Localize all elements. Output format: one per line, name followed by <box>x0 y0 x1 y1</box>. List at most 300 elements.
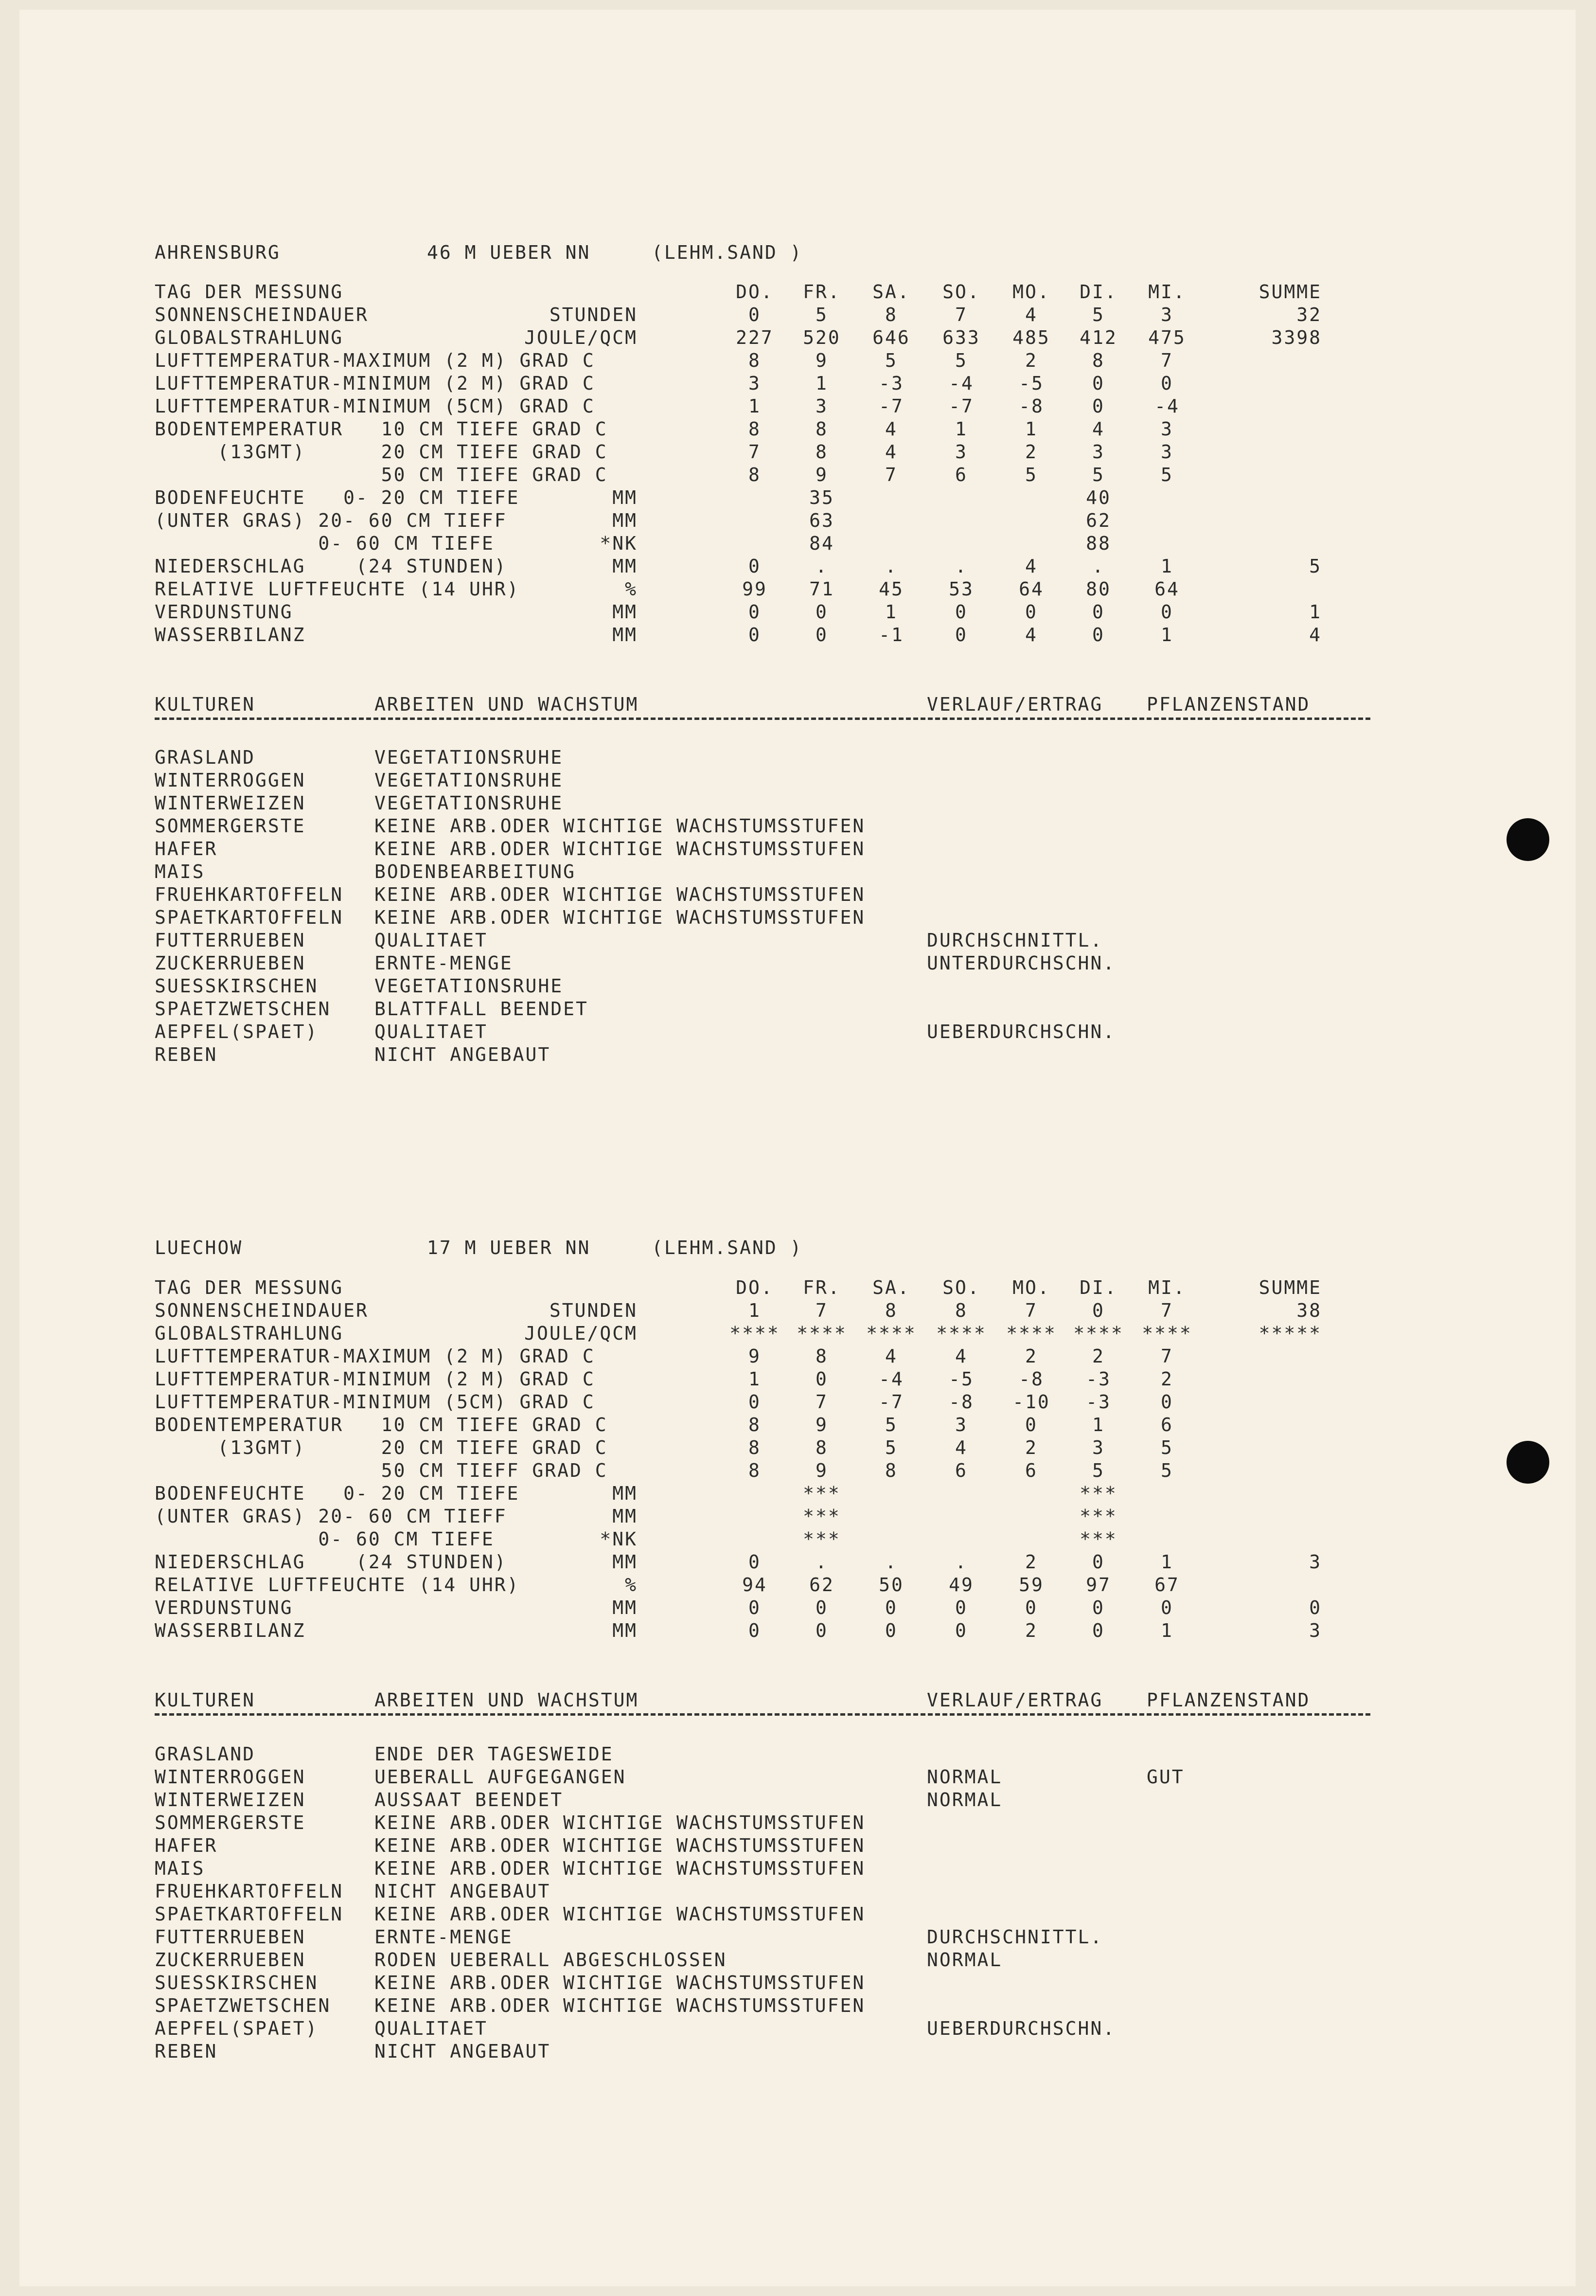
measure-label: LUFTTEMPERATUR-MINIMUM (5CM) GRAD C <box>155 1391 595 1413</box>
measure-value: 94 <box>742 1574 767 1596</box>
measure-value: *** <box>1080 1506 1117 1527</box>
measure-label: NIEDERSCHLAG (24 STUNDEN) <box>155 1551 507 1573</box>
measure-value: 0 <box>816 601 828 623</box>
measure-value: 0 <box>1092 1597 1105 1618</box>
culture-work: NICHT ANGEBAUT <box>374 1044 551 1065</box>
measure-value: 5 <box>885 1437 898 1458</box>
measure-unit: JOULE/QCM <box>524 327 638 348</box>
measure-value: 64 <box>1154 578 1180 600</box>
measure-value: 7 <box>816 1391 828 1413</box>
day-header: MO. <box>1012 1277 1050 1298</box>
measure-value: . <box>955 1551 968 1573</box>
document-page <box>19 10 1576 2286</box>
measure-value: 0 <box>1092 373 1105 394</box>
measure-value: 8 <box>748 350 761 371</box>
measure-value: 8 <box>1092 350 1105 371</box>
culture-header-kulturen: KULTUREN <box>155 1689 256 1711</box>
measure-unit: MM <box>612 601 638 623</box>
measure-value: 5 <box>1161 1460 1173 1481</box>
measure-value: 4 <box>1025 556 1038 577</box>
culture-crop: GRASLAND <box>155 747 256 768</box>
measure-value: 80 <box>1086 578 1111 600</box>
measure-value: 3 <box>1092 1437 1105 1458</box>
culture-work: KEINE ARB.ODER WICHTIGE WACHSTUMSSTUFEN <box>374 907 866 928</box>
measure-unit: MM <box>612 1597 638 1618</box>
measure-value: 0 <box>1025 601 1038 623</box>
culture-work: BODENBEARBEITUNG <box>374 861 576 882</box>
measure-value: 7 <box>816 1300 828 1321</box>
measure-label: (13GMT) 20 CM TIEFE GRAD C <box>155 441 608 463</box>
measure-value: 8 <box>885 304 898 325</box>
measure-value: 4 <box>885 441 898 463</box>
measure-value: *** <box>803 1528 841 1550</box>
measure-value: 4 <box>885 1345 898 1367</box>
measure-label: LUFTTEMPERATUR-MINIMUM (2 M) GRAD C <box>155 373 595 394</box>
measure-value: 0 <box>1092 1620 1105 1641</box>
day-header: DI. <box>1080 1277 1117 1298</box>
measure-value: 9 <box>816 1460 828 1481</box>
measure-value: -1 <box>879 624 904 646</box>
measure-value: 3 <box>1092 441 1105 463</box>
measure-value: 7 <box>1161 1300 1173 1321</box>
measure-value: 0 <box>955 1620 968 1641</box>
measure-value: 9 <box>816 350 828 371</box>
culture-crop: REBEN <box>155 1044 218 1065</box>
culture-work: VEGETATIONSRUHE <box>374 792 564 814</box>
measure-value: **** <box>729 1323 780 1344</box>
measure-label: (13GMT) 20 CM TIEFE GRAD C <box>155 1437 608 1458</box>
culture-crop: MAIS <box>155 861 205 882</box>
measure-value: 5 <box>1092 304 1105 325</box>
measure-sum: ***** <box>1259 1323 1322 1344</box>
measure-value: 0 <box>1161 1391 1173 1413</box>
day-header: MI. <box>1148 281 1186 303</box>
culture-crop: SUESSKIRSCHEN <box>155 975 319 997</box>
measure-value: 6 <box>1161 1414 1173 1435</box>
culture-work: QUALITAET <box>374 1021 488 1042</box>
measure-value: 3 <box>1161 441 1173 463</box>
culture-crop: AEPFEL(SPAET) <box>155 1021 319 1042</box>
measure-value: **** <box>866 1323 917 1344</box>
measure-unit: *NK <box>600 533 638 554</box>
culture-crop: ZUCKERRUEBEN <box>155 952 306 974</box>
culture-work: KEINE ARB.ODER WICHTIGE WACHSTUMSSTUFEN <box>374 838 866 860</box>
measure-value: 1 <box>955 418 968 440</box>
measure-value: 8 <box>748 1414 761 1435</box>
measure-value: 4 <box>885 418 898 440</box>
measure-value: 8 <box>816 441 828 463</box>
measure-value: 0 <box>816 1368 828 1390</box>
measure-label: RELATIVE LUFTFEUCHTE (14 UHR) <box>155 578 520 600</box>
measure-value: 5 <box>816 304 828 325</box>
measure-value: . <box>885 556 898 577</box>
measure-value: -7 <box>949 395 974 417</box>
measure-value: 6 <box>955 1460 968 1481</box>
measure-value: 53 <box>949 578 974 600</box>
measure-value: 5 <box>885 1414 898 1435</box>
measure-unit: MM <box>612 510 638 531</box>
measure-value: 8 <box>816 1437 828 1458</box>
measure-value: 9 <box>748 1345 761 1367</box>
measure-value: 1 <box>1161 1620 1173 1641</box>
measure-value: 9 <box>816 464 828 485</box>
culture-work: NICHT ANGEBAUT <box>374 1881 551 1902</box>
measure-value: 0 <box>955 624 968 646</box>
measure-value: 5 <box>885 350 898 371</box>
measure-value: 35 <box>809 487 834 508</box>
culture-work: VEGETATIONSRUHE <box>374 770 564 791</box>
culture-crop: MAIS <box>155 1858 205 1879</box>
measure-label: LUFTTEMPERATUR-MINIMUM (2 M) GRAD C <box>155 1368 595 1390</box>
measure-value: 2 <box>1092 1345 1105 1367</box>
measure-value: 1 <box>1092 1414 1105 1435</box>
measure-value: 8 <box>748 1437 761 1458</box>
culture-crop: FUTTERRUEBEN <box>155 930 306 951</box>
measure-value: 7 <box>1025 1300 1038 1321</box>
measure-value: 0 <box>1092 395 1105 417</box>
day-header: FR. <box>803 1277 841 1298</box>
measure-value: 49 <box>949 1574 974 1596</box>
measure-label: 0- 60 CM TIEFE <box>155 1528 495 1550</box>
measure-value: 1 <box>748 395 761 417</box>
measure-value: **** <box>797 1323 847 1344</box>
culture-work: KEINE ARB.ODER WICHTIGE WACHSTUMSSTUFEN <box>374 1972 866 1993</box>
measure-value: **** <box>1073 1323 1124 1344</box>
measure-value: *** <box>803 1506 841 1527</box>
measure-value: 8 <box>955 1300 968 1321</box>
measure-label: BODENTEMPERATUR 10 CM TIEFE GRAD C <box>155 1414 608 1435</box>
measure-value: -3 <box>879 373 904 394</box>
culture-crop: SPAETKARTOFFELN <box>155 907 344 928</box>
measure-sum: 3 <box>1309 1620 1322 1641</box>
measure-value: 88 <box>1086 533 1111 554</box>
measure-value: 2 <box>1025 350 1038 371</box>
measure-value: 62 <box>1086 510 1111 531</box>
measure-value: *** <box>1080 1483 1117 1504</box>
measure-value: 2 <box>1025 441 1038 463</box>
station-name: AHRENSBURG <box>155 242 281 263</box>
culture-crop: REBEN <box>155 2041 218 2062</box>
measure-value: **** <box>936 1323 987 1344</box>
measure-value: 1 <box>1161 556 1173 577</box>
measure-value: 227 <box>736 327 774 348</box>
measure-value: 0 <box>1092 624 1105 646</box>
sum-header: SUMME <box>1259 281 1322 303</box>
measure-value: 0 <box>1161 601 1173 623</box>
measure-sum: 38 <box>1296 1300 1322 1321</box>
measure-value: 0 <box>748 304 761 325</box>
measure-sum: 3398 <box>1271 327 1322 348</box>
measure-value: 67 <box>1154 1574 1180 1596</box>
culture-crop: WINTERWEIZEN <box>155 792 306 814</box>
measure-sum: 1 <box>1309 601 1322 623</box>
measure-value: 0 <box>1092 601 1105 623</box>
measure-label: WASSERBILANZ <box>155 1620 306 1641</box>
culture-crop: GRASLAND <box>155 1743 256 1765</box>
measure-value: 4 <box>955 1437 968 1458</box>
measure-value: 0 <box>885 1620 898 1641</box>
measure-sum: 4 <box>1309 624 1322 646</box>
measure-value: 2 <box>1025 1345 1038 1367</box>
culture-work: QUALITAET <box>374 930 488 951</box>
culture-crop: AEPFEL(SPAET) <box>155 2018 319 2039</box>
measure-label: RELATIVE LUFTFEUCHTE (14 UHR) <box>155 1574 520 1596</box>
measure-value: 5 <box>1092 464 1105 485</box>
measure-value: 2 <box>1025 1551 1038 1573</box>
measure-sum: 5 <box>1309 556 1322 577</box>
culture-header-arbeiten: ARBEITEN UND WACHSTUM <box>374 1689 639 1711</box>
measure-unit: *NK <box>600 1528 638 1550</box>
measure-unit: MM <box>612 1483 638 1504</box>
measure-label: VERDUNSTUNG <box>155 1597 293 1618</box>
measure-value: 0 <box>816 624 828 646</box>
measure-label: BODENFEUCHTE 0- 20 CM TIEFE <box>155 487 520 508</box>
culture-work: UEBERALL AUFGEGANGEN <box>374 1766 626 1788</box>
measure-value: 59 <box>1019 1574 1044 1596</box>
culture-course: NORMAL <box>927 1789 1003 1811</box>
culture-work: KEINE ARB.ODER WICHTIGE WACHSTUMSSTUFEN <box>374 1858 866 1879</box>
measure-value: **** <box>1006 1323 1057 1344</box>
dashed-separator <box>155 718 1370 720</box>
culture-course: NORMAL <box>927 1949 1003 1971</box>
culture-crop: FUTTERRUEBEN <box>155 1926 306 1948</box>
measure-value: 99 <box>742 578 767 600</box>
measure-label: SONNENSCHEINDAUER <box>155 1300 369 1321</box>
culture-crop: SPAETZWETSCHEN <box>155 1995 331 2016</box>
culture-work: QUALITAET <box>374 2018 488 2039</box>
measure-value: 0 <box>1025 1597 1038 1618</box>
measure-value: 50 <box>879 1574 904 1596</box>
culture-work: AUSSAAT BEENDET <box>374 1789 564 1811</box>
measure-value: 3 <box>816 395 828 417</box>
measure-value: 6 <box>955 464 968 485</box>
measure-unit: STUNDEN <box>549 1300 638 1321</box>
culture-crop: FRUEHKARTOFFELN <box>155 884 344 905</box>
culture-course: DURCHSCHNITTL. <box>927 1926 1103 1948</box>
measure-value: 0 <box>1161 373 1173 394</box>
measure-value: 4 <box>1025 624 1038 646</box>
measure-value: -8 <box>949 1391 974 1413</box>
culture-crop: WINTERROGGEN <box>155 1766 306 1788</box>
measure-unit: MM <box>612 1551 638 1573</box>
measure-label: VERDUNSTUNG <box>155 601 293 623</box>
measure-value: 8 <box>816 418 828 440</box>
measure-value: . <box>816 556 828 577</box>
measure-value: 8 <box>748 418 761 440</box>
culture-work: NICHT ANGEBAUT <box>374 2041 551 2062</box>
measure-unit: MM <box>612 556 638 577</box>
culture-work: KEINE ARB.ODER WICHTIGE WACHSTUMSSTUFEN <box>374 1812 866 1833</box>
measure-label: 50 CM TIEFE GRAD C <box>155 464 608 485</box>
measure-value: 1 <box>748 1300 761 1321</box>
measure-value: 0 <box>748 624 761 646</box>
day-header: DO. <box>736 1277 774 1298</box>
measure-value: 475 <box>1148 327 1186 348</box>
measure-value: 1 <box>885 601 898 623</box>
measure-unit: % <box>625 578 638 600</box>
measure-value: 412 <box>1080 327 1117 348</box>
measure-value: 485 <box>1012 327 1050 348</box>
measure-value: 64 <box>1019 578 1044 600</box>
measure-value: -8 <box>1019 1368 1044 1390</box>
culture-work: VEGETATIONSRUHE <box>374 975 564 997</box>
culture-crop: WINTERROGGEN <box>155 770 306 791</box>
measure-value: 1 <box>816 373 828 394</box>
measure-value: 40 <box>1086 487 1111 508</box>
day-header: SO. <box>942 1277 980 1298</box>
culture-work: KEINE ARB.ODER WICHTIGE WACHSTUMSSTUFEN <box>374 1995 866 2016</box>
measure-value: 9 <box>816 1414 828 1435</box>
measure-unit: MM <box>612 487 638 508</box>
measure-value: 1 <box>748 1368 761 1390</box>
culture-course: UNTERDURCHSCHN. <box>927 952 1116 974</box>
measure-value: 3 <box>1161 304 1173 325</box>
measure-label: SONNENSCHEINDAUER <box>155 304 369 325</box>
measure-label: TAG DER MESSUNG <box>155 281 344 303</box>
measure-value: 0 <box>748 601 761 623</box>
measure-value: 0 <box>885 1597 898 1618</box>
measure-label: LUFTTEMPERATUR-MINIMUM (5CM) GRAD C <box>155 395 595 417</box>
measure-value: 0 <box>1092 1300 1105 1321</box>
measure-value: 71 <box>809 578 834 600</box>
measure-value: 1 <box>1161 624 1173 646</box>
measure-value: 62 <box>809 1574 834 1596</box>
measure-value: 0 <box>748 1551 761 1573</box>
measure-value: 5 <box>1025 464 1038 485</box>
measure-value: 0 <box>748 556 761 577</box>
culture-crop: SPAETKARTOFFELN <box>155 1903 344 1925</box>
measure-value: . <box>885 1551 898 1573</box>
measure-value: 0 <box>955 1597 968 1618</box>
measure-value: -4 <box>1154 395 1180 417</box>
culture-crop: SPAETZWETSCHEN <box>155 998 331 1020</box>
measure-label: 0- 60 CM TIEFE <box>155 533 495 554</box>
measure-value: 0 <box>748 1391 761 1413</box>
measure-value: -7 <box>879 1391 904 1413</box>
culture-work: VEGETATIONSRUHE <box>374 747 564 768</box>
day-header: MI. <box>1148 1277 1186 1298</box>
measure-value: . <box>816 1551 828 1573</box>
measure-unit: MM <box>612 1620 638 1641</box>
measure-value: *** <box>803 1483 841 1504</box>
dashed-separator <box>155 1713 1370 1716</box>
measure-value: **** <box>1142 1323 1192 1344</box>
measure-value: 520 <box>803 327 841 348</box>
measure-value: 0 <box>816 1597 828 1618</box>
measure-value: 2 <box>1025 1620 1038 1641</box>
measure-value: 633 <box>942 327 980 348</box>
culture-header-stand: PFLANZENSTAND <box>1147 694 1311 715</box>
measure-value: 8 <box>816 1345 828 1367</box>
measure-value: -3 <box>1086 1368 1111 1390</box>
measure-value: 97 <box>1086 1574 1111 1596</box>
station-soil: (LEHM.SAND ) <box>652 242 803 263</box>
culture-course: DURCHSCHNITTL. <box>927 930 1103 951</box>
measure-value: 646 <box>872 327 910 348</box>
station-soil: (LEHM.SAND ) <box>652 1237 803 1258</box>
measure-value: 6 <box>1025 1460 1038 1481</box>
culture-header-verlauf: VERLAUF/ERTRAG <box>927 694 1103 715</box>
measure-value: -10 <box>1012 1391 1050 1413</box>
day-header: DO. <box>736 281 774 303</box>
measure-label: GLOBALSTRAHLUNG <box>155 327 344 348</box>
measure-label: TAG DER MESSUNG <box>155 1277 344 1298</box>
measure-label: LUFTTEMPERATUR-MAXIMUM (2 M) GRAD C <box>155 350 595 371</box>
measure-value: 8 <box>885 1300 898 1321</box>
measure-value: 4 <box>955 1345 968 1367</box>
day-header: FR. <box>803 281 841 303</box>
measure-value: 3 <box>1161 418 1173 440</box>
measure-sum: 0 <box>1309 1597 1322 1618</box>
measure-value: -5 <box>1019 373 1044 394</box>
measure-label: LUFTTEMPERATUR-MAXIMUM (2 M) GRAD C <box>155 1345 595 1367</box>
culture-header-kulturen: KULTUREN <box>155 694 256 715</box>
punch-hole-lower <box>1507 1441 1549 1484</box>
measure-value: -8 <box>1019 395 1044 417</box>
culture-work: BLATTFALL BEENDET <box>374 998 588 1020</box>
measure-value: 2 <box>1025 1437 1038 1458</box>
measure-value: 0 <box>748 1597 761 1618</box>
sum-header: SUMME <box>1259 1277 1322 1298</box>
measure-unit: MM <box>612 624 638 646</box>
measure-value: 8 <box>885 1460 898 1481</box>
culture-crop: SUESSKIRSCHEN <box>155 1972 319 1993</box>
culture-work: ERNTE-MENGE <box>374 1926 513 1948</box>
culture-header-stand: PFLANZENSTAND <box>1147 1689 1311 1711</box>
measure-value: 3 <box>955 441 968 463</box>
measure-value: 5 <box>1161 1437 1173 1458</box>
culture-crop: HAFER <box>155 1835 218 1856</box>
culture-work: KEINE ARB.ODER WICHTIGE WACHSTUMSSTUFEN <box>374 815 866 837</box>
measure-value: 7 <box>1161 350 1173 371</box>
day-header: SA. <box>872 281 910 303</box>
measure-value: 7 <box>748 441 761 463</box>
station-elevation: 46 M UEBER NN <box>427 242 591 263</box>
culture-crop: ZUCKERRUEBEN <box>155 1949 306 1971</box>
measure-value: 5 <box>1092 1460 1105 1481</box>
culture-work: KEINE ARB.ODER WICHTIGE WACHSTUMSSTUFEN <box>374 884 866 905</box>
measure-value: *** <box>1080 1528 1117 1550</box>
measure-value: 8 <box>748 1460 761 1481</box>
measure-unit: STUNDEN <box>549 304 638 325</box>
day-header: DI. <box>1080 281 1117 303</box>
measure-value: 5 <box>955 350 968 371</box>
measure-label: 50 CM TIEFF GRAD C <box>155 1460 608 1481</box>
measure-value: 45 <box>879 578 904 600</box>
measure-value: 5 <box>1161 464 1173 485</box>
culture-work: KEINE ARB.ODER WICHTIGE WACHSTUMSSTUFEN <box>374 1835 866 1856</box>
measure-value: 3 <box>955 1414 968 1435</box>
measure-value: 0 <box>748 1620 761 1641</box>
culture-crop: HAFER <box>155 838 218 860</box>
culture-crop: SOMMERGERSTE <box>155 1812 306 1833</box>
measure-label: BODENFEUCHTE 0- 20 CM TIEFE <box>155 1483 520 1504</box>
measure-value: 0 <box>1092 1551 1105 1573</box>
measure-value: . <box>1092 556 1105 577</box>
station-name: LUECHOW <box>155 1237 243 1258</box>
measure-value: 1 <box>1161 1551 1173 1573</box>
culture-course: UEBERDURCHSCHN. <box>927 1021 1116 1042</box>
measure-value: . <box>955 556 968 577</box>
measure-value: 0 <box>955 601 968 623</box>
measure-value: 0 <box>1025 1414 1038 1435</box>
measure-label: GLOBALSTRAHLUNG <box>155 1323 344 1344</box>
culture-work: ENDE DER TAGESWEIDE <box>374 1743 614 1765</box>
culture-crop: SOMMERGERSTE <box>155 815 306 837</box>
measure-value: -3 <box>1086 1391 1111 1413</box>
culture-course: UEBERDURCHSCHN. <box>927 2018 1116 2039</box>
measure-value: 4 <box>1025 304 1038 325</box>
